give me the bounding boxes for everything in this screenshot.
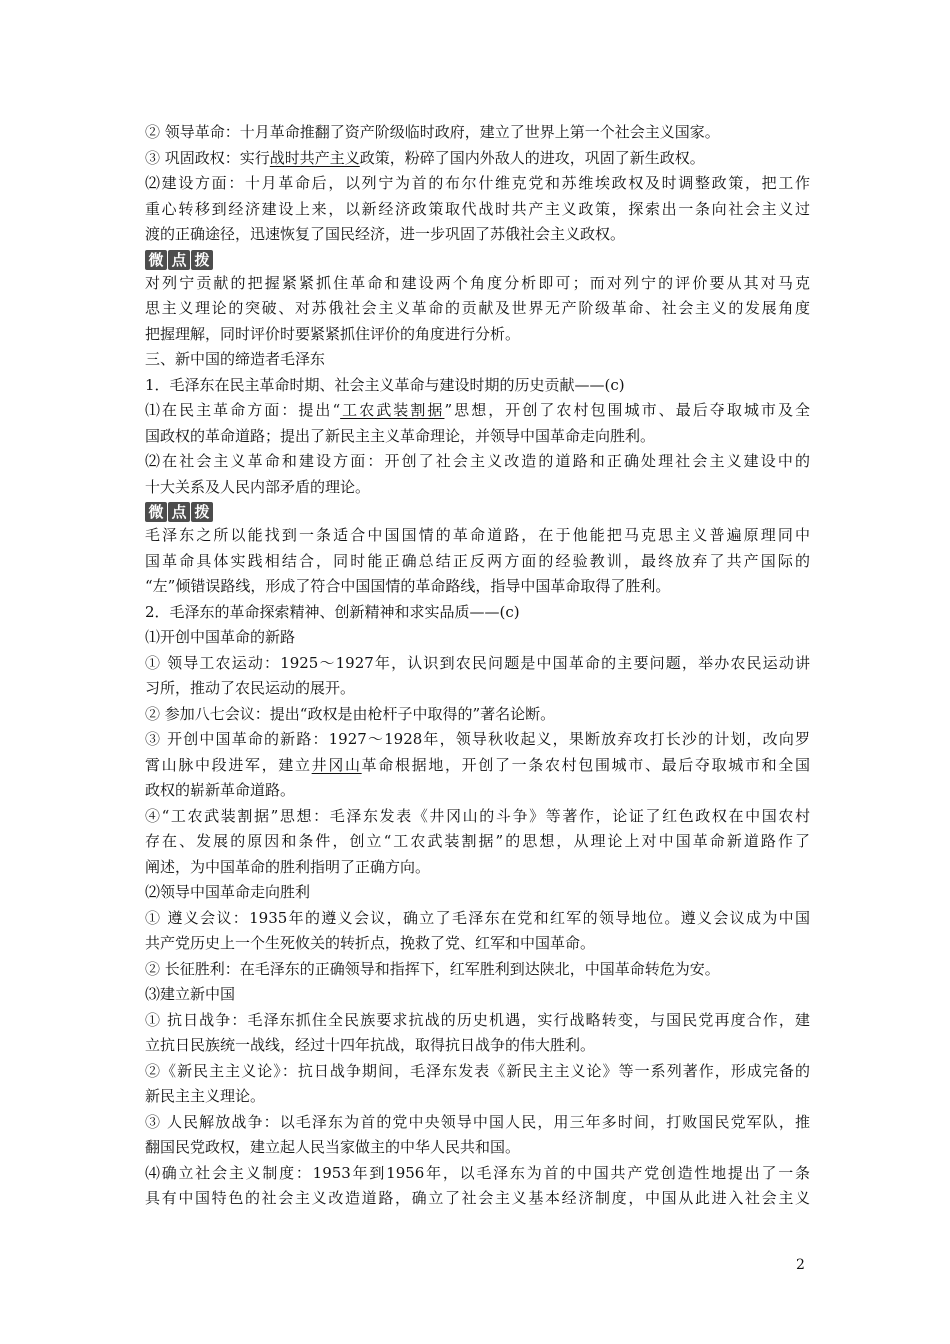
- tip-badge: [145, 250, 214, 270]
- tip-badge-char: 点: [168, 250, 190, 270]
- subsection-heading: 2．毛泽东的革命探索精神、创新精神和求实品质——(c): [145, 602, 520, 621]
- text-line: ⑶建立新中国: [145, 985, 236, 1003]
- tip-badge-char: 微: [145, 502, 167, 522]
- text-run: ”思想，开创了农村包围城市、最后夺取城市及全: [444, 401, 810, 419]
- text-line: 渡的正确途径，迅速恢复了国民经济，进一步巩固了苏俄社会主义政权。: [145, 225, 626, 243]
- text-line: ① 领导工农运动：1925～1927年，认识到农民问题是中国革命的主要问题，举办农民运动讲: [145, 653, 810, 672]
- text-line: 存在、发展的原因和条件，创立“工农武装割据”的思想，从理论上对中国革命新道路作了: [145, 832, 810, 850]
- text-line: ① 抗日战争：毛泽东抓住全民族要求抗战的历史机遇，实行战略转变，与国民党再度合作，建: [145, 1010, 810, 1029]
- text-line: “左”倾错误路线，形成了符合中国国情的革命路线，指导中国革命取得了胜利。: [145, 577, 671, 595]
- text-line: 毛泽东之所以能找到一条适合中国国情的革命道路，在于他能把马克思主义普遍原理同中: [145, 526, 810, 544]
- tip-badge: [145, 502, 214, 522]
- text-line: 十大关系及人民内部矛盾的理论。: [145, 477, 371, 496]
- text-run: 革命根据地，开创了一条农村包围城市、最后夺取城市和全国: [361, 755, 810, 774]
- text-run: ③ 巩固政权：实行: [145, 148, 270, 167]
- text-line: 共产党历史上一个生死攸关的转折点，挽救了党、红军和中国革命。: [145, 934, 596, 952]
- text-line: ⑷确立社会主义制度：1953年到1956年，以毛泽东为首的中国共产党创造性地提出了一条: [145, 1163, 810, 1182]
- underlined-term: 井冈山: [311, 755, 362, 774]
- text-line: 国政权的革命道路；提出了新民主主义革命理论，并领导中国革命走向胜利。: [145, 426, 656, 445]
- text-line: 对列宁贡献的把握紧紧抓住革命和建设两个角度分析即可；而对列宁的评价要从其对马克: [145, 273, 810, 292]
- text-line: ③ 人民解放战争：以毛泽东为首的党中央领导中国人民，用三年多时间，打败国民党军队，推: [145, 1112, 810, 1131]
- text-line: ② 领导革命：十月革命推翻了资产阶级临时政府，建立了世界上第一个社会主义国家。: [145, 123, 720, 141]
- text-line: 把握理解，同时评价时要紧紧抓住评价的角度进行分析。: [145, 324, 521, 343]
- subsection-heading: 1．毛泽东在民主革命时期、社会主义革命与建设时期的历史贡献——(c): [145, 375, 625, 394]
- text-run: 霄山脉中段进军，建立: [145, 755, 312, 774]
- tip-badge-char: 拨: [191, 502, 213, 522]
- text-line: 翻国民党政权，建立起人民当家做主的中华人民共和国。: [145, 1138, 521, 1156]
- text-line: [145, 753, 810, 779]
- text-line: [145, 146, 810, 172]
- text-line: ③ 开创中国革命的新路：1927～1928年，领导秋收起义，果断放弃攻打长沙的计划，改向罗: [145, 730, 810, 748]
- text-line: ⑵在社会主义革命和建设方面：开创了社会主义改造的道路和正确处理社会主义建设中的: [145, 452, 810, 470]
- tip-badge-char: 拨: [191, 250, 213, 270]
- text-line: 重心转移到经济建设上来，以新经济政策取代战时共产主义政策，探索出一条向社会主义过: [145, 199, 810, 218]
- text-line: 阐述，为中国革命的胜利指明了正确方向。: [145, 857, 431, 876]
- text-run: ⑴在民主革命方面：提出“: [145, 401, 341, 419]
- page-number: 2: [796, 1257, 805, 1273]
- text-line: ⑴开创中国革命的新路: [145, 628, 296, 646]
- text-line: [145, 398, 810, 424]
- underlined-term: 工农武装割据: [340, 401, 445, 419]
- text-line: ① 遵义会议：1935年的遵义会议，确立了毛泽东在党和红军的领导地位。遵义会议成为中国: [145, 908, 810, 927]
- text-line: 新民主主义理论。: [145, 1087, 266, 1105]
- underlined-term: 战时共产主义: [269, 148, 360, 167]
- text-line: ② 参加八七会议：提出“政权是由枪杆子中取得的”著名论断。: [145, 704, 556, 723]
- text-line: 思主义理论的突破、对苏俄社会主义革命的贡献及世界无产阶级革命、社会主义的发展角度: [145, 299, 810, 317]
- tip-badge-char: 点: [168, 502, 190, 522]
- section-heading: 三、新中国的缔造者毛泽东: [145, 350, 326, 368]
- text-line: ⑵建设方面：十月革命后，以列宁为首的布尔什维克党和苏维埃政权及时调整政策，把工作: [145, 174, 810, 192]
- document-body: [145, 120, 810, 1212]
- text-line: 国革命具体实践相结合，同时能正确总结正反两方面的经验教训，最终放弃了共产国际的: [145, 551, 810, 570]
- text-line: 具有中国特色的社会主义改造道路，确立了社会主义基本经济制度，中国从此进入社会主义: [145, 1189, 810, 1207]
- text-line: ②《新民主主义论》：抗日战争期间，毛泽东发表《新民主主义论》等一系列著作，形成完备的: [145, 1061, 810, 1080]
- text-run: 政策，粉碎了国内外敌人的进攻，巩固了新生政权。: [359, 148, 705, 167]
- text-line: ⑵领导中国革命走向胜利: [145, 883, 311, 901]
- text-line: 政权的崭新革命道路。: [145, 781, 296, 799]
- tip-badge-char: 微: [145, 250, 167, 270]
- text-line: ④“工农武装割据”思想：毛泽东发表《井冈山的斗争》等著作，论证了红色政权在中国农村: [145, 806, 810, 825]
- text-line: 习所，推动了农民运动的展开。: [145, 679, 356, 697]
- text-line: 立抗日民族统一战线，经过十四年抗战，取得抗日战争的伟大胜利。: [145, 1036, 596, 1054]
- text-line: ② 长征胜利：在毛泽东的正确领导和指挥下，红军胜利到达陕北，中国革命转危为安。: [145, 959, 720, 978]
